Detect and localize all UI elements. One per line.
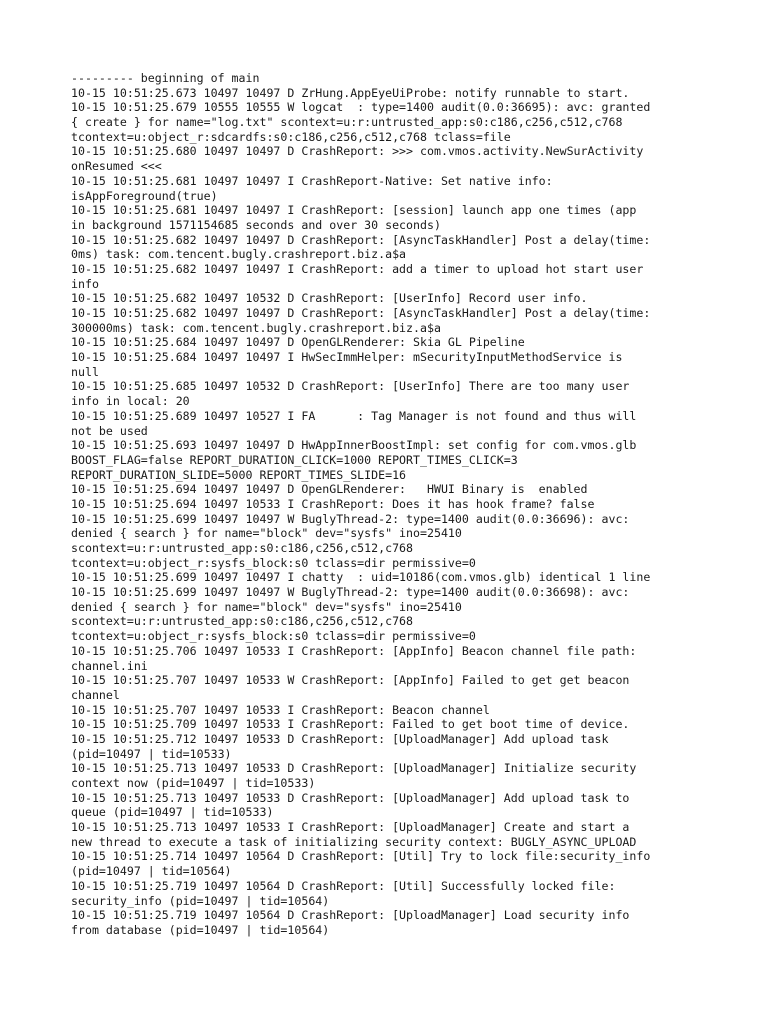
- log-line: 10-15 10:51:25.713 10497 10533 D CrashReport: [UploadManager] Initialize security: [71, 761, 637, 776]
- log-line: 10-15 10:51:25.682 10497 10497 D CrashReport: [AsyncTaskHandler] Post a delay(time:: [71, 232, 651, 247]
- log-line: 10-15 10:51:25.699 10497 10497 W BuglyThread-2: type=1400 audit(0.0:36698): avc:: [71, 585, 630, 600]
- log-line: denied { search } for name="block" dev="sysfs" ino=25410: [71, 599, 462, 614]
- log-line: 10-15 10:51:25.706 10497 10533 I CrashReport: [AppInfo] Beacon channel file path:: [71, 643, 637, 658]
- log-line: denied { search } for name="block" dev="sysfs" ino=25410: [71, 526, 462, 541]
- log-line: 10-15 10:51:25.684 10497 10497 I HwSecImmHelper: mSecurityInputMethodService is: [71, 350, 623, 365]
- log-line: from database (pid=10497 | tid=10564): [71, 922, 330, 937]
- log-line: BOOST_FLAG=false REPORT_DURATION_CLICK=1000 REPORT_TIMES_CLICK=3: [71, 452, 518, 467]
- log-line: 10-15 10:51:25.713 10497 10533 I CrashReport: [UploadManager] Create and start a: [71, 820, 630, 835]
- log-line: 10-15 10:51:25.681 10497 10497 I CrashReport: [session] launch app one times (app: [71, 203, 637, 218]
- log-line: scontext=u:r:untrusted_app:s0:c186,c256,c512,c768: [71, 541, 414, 555]
- log-line: 10-15 10:51:25.685 10497 10532 D CrashReport: [UserInfo] There are too many user: [71, 379, 630, 394]
- log-line: onResumed <<<: [71, 159, 162, 174]
- log-line: channel: [71, 687, 120, 702]
- log-line: { create } for name="log.txt" scontext=u:r:untrusted_app:s0:c186,c256,c512,c768: [71, 115, 623, 130]
- log-line: security_info (pid=10497 | tid=10564): [71, 893, 330, 908]
- log-line: 10-15 10:51:25.680 10497 10497 D CrashReport: >>> com.vmos.activity.NewSurActivity: [71, 144, 644, 159]
- log-line: 10-15 10:51:25.682 10497 10497 D CrashReport: [AsyncTaskHandler] Post a delay(time:: [71, 306, 651, 320]
- log-line: 10-15 10:51:25.679 10555 10555 W logcat : type=1400 audit(0.0:36695): avc: granted: [71, 100, 651, 115]
- log-line: 10-15 10:51:25.713 10497 10533 D CrashReport: [UploadManager] Add upload task to: [71, 790, 630, 805]
- log-line: tcontext=u:object_r:sysfs_block:s0 tclass=dir permissive=0: [71, 555, 476, 570]
- logcat-output: [71, 71, 711, 938]
- log-line: 10-15 10:51:25.694 10497 10497 D OpenGLRenderer: HWUI Binary is enabled: [71, 482, 588, 497]
- log-line: tcontext=u:object_r:sysfs_block:s0 tclass=dir permissive=0: [71, 629, 476, 644]
- log-line: 10-15 10:51:25.707 10497 10533 I CrashReport: Beacon channel: [71, 702, 490, 717]
- log-line: 10-15 10:51:25.694 10497 10533 I CrashReport: Does it has hook frame? false: [71, 496, 595, 511]
- log-line: 10-15 10:51:25.681 10497 10497 I CrashReport-Native: Set native info:: [71, 173, 553, 188]
- log-line: 10-15 10:51:25.684 10497 10497 D OpenGLRenderer: Skia GL Pipeline: [71, 335, 525, 350]
- log-line: in background 1571154685 seconds and over 30 seconds): [71, 217, 441, 232]
- log-line: isAppForeground(true): [71, 188, 218, 203]
- log-line: info in local: 20: [71, 394, 190, 409]
- log-line: context now (pid=10497 | tid=10533): [71, 776, 316, 790]
- log-line: 10-15 10:51:25.682 10497 10497 I CrashReport: add a timer to upload hot start user: [71, 261, 644, 276]
- log-line: 10-15 10:51:25.682 10497 10532 D CrashReport: [UserInfo] Record user info.: [71, 291, 588, 306]
- log-line: 10-15 10:51:25.714 10497 10564 D CrashReport: [Util] Try to lock file:security_info: [71, 849, 651, 864]
- log-line: REPORT_DURATION_SLIDE=5000 REPORT_TIMES_SLIDE=16: [71, 467, 407, 482]
- log-line: not be used: [71, 423, 148, 438]
- log-line: (pid=10497 | tid=10533): [71, 746, 232, 761]
- log-line: 0ms) task: com.tencent.bugly.crashreport.biz.a$a: [71, 247, 407, 262]
- log-line: queue (pid=10497 | tid=10533): [71, 805, 274, 820]
- document-page: [71, 71, 711, 938]
- log-line: new thread to execute a task of initializing security context: BUGLY_ASYNC_UPLOAD: [71, 834, 637, 849]
- log-line: 10-15 10:51:25.709 10497 10533 I CrashReport: Failed to get boot time of device.: [71, 717, 630, 732]
- log-line: 10-15 10:51:25.693 10497 10497 D HwAppInnerBoostImpl: set config for com.vmos.glb: [71, 438, 637, 453]
- log-line: scontext=u:r:untrusted_app:s0:c186,c256,c512,c768: [71, 614, 414, 629]
- log-line: 10-15 10:51:25.689 10497 10527 I FA : Tag Manager is not found and thus will: [71, 408, 637, 423]
- log-line: 10-15 10:51:25.699 10497 10497 W BuglyThread-2: type=1400 audit(0.0:36696): avc:: [71, 511, 630, 526]
- log-line: 10-15 10:51:25.673 10497 10497 D ZrHung.AppEyeUiProbe: notify runnable to start.: [71, 85, 630, 100]
- log-line: 300000ms) task: com.tencent.bugly.crashreport.biz.a$a: [71, 320, 441, 335]
- log-line: --------- beginning of main: [71, 71, 260, 85]
- log-line: (pid=10497 | tid=10564): [71, 864, 232, 879]
- log-line: channel.ini: [71, 658, 148, 673]
- log-line: null: [71, 364, 99, 379]
- log-line: info: [71, 276, 99, 291]
- log-line: tcontext=u:object_r:sdcardfs:s0:c186,c256,c512,c768 tclass=file: [71, 129, 511, 144]
- log-line: 10-15 10:51:25.712 10497 10533 D CrashReport: [UploadManager] Add upload task: [71, 731, 609, 746]
- log-line: 10-15 10:51:25.719 10497 10564 D CrashReport: [UploadManager] Load security info: [71, 908, 630, 923]
- log-line: 10-15 10:51:25.699 10497 10497 I chatty : uid=10186(com.vmos.glb) identical 1 line: [71, 570, 651, 585]
- log-line: 10-15 10:51:25.719 10497 10564 D CrashReport: [Util] Successfully locked file:: [71, 878, 616, 893]
- log-line: 10-15 10:51:25.707 10497 10533 W CrashReport: [AppInfo] Failed to get get beacon: [71, 673, 630, 688]
